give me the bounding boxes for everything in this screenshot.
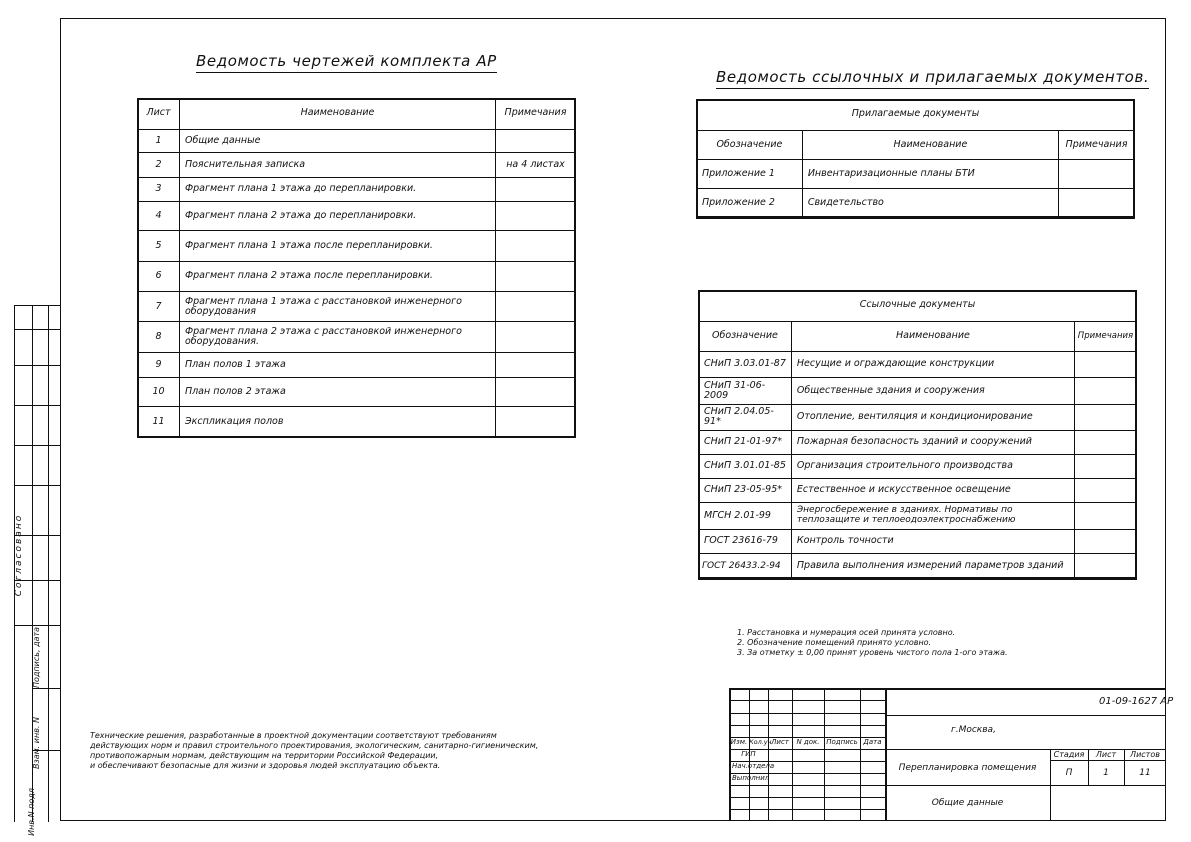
row-note — [496, 378, 576, 407]
statement-line: противопожарным нормам, действующим на территории Российской Федерации, — [90, 751, 439, 760]
row-note — [1075, 454, 1137, 478]
row-note — [1075, 351, 1137, 377]
row-note — [496, 177, 576, 201]
table-row — [699, 351, 1137, 377]
stage-value: П — [1065, 768, 1073, 778]
row-num: 7 — [138, 291, 180, 321]
agreed-label: Согласовано — [14, 513, 24, 597]
sheet-label: Лист — [1095, 750, 1117, 759]
row-note — [496, 231, 576, 261]
sheets-label: Листов — [1130, 750, 1160, 759]
table-row — [699, 502, 1137, 529]
col-header-qty: Кол.уч — [749, 738, 772, 746]
note-line: 2. Обозначение помещений принято условно. — [737, 638, 932, 647]
table-row — [699, 478, 1137, 502]
table-row — [138, 129, 576, 152]
col-header-note: Примечания — [1059, 130, 1135, 159]
table-row — [697, 159, 1135, 188]
col-header-date: Дата — [863, 738, 882, 746]
row-note — [496, 407, 576, 438]
col-header-signature: Подпись — [826, 738, 858, 746]
row-code: СНиП 3.03.01-87 — [699, 351, 792, 377]
row-code: СНиП 21-01-97* — [699, 430, 792, 454]
row-name: План полов 2 этажа — [179, 378, 495, 407]
role-department-head: Нач.отдела — [732, 762, 775, 770]
col-header-docnum: N док. — [796, 738, 820, 746]
row-name: Фрагмент плана 2 этажа до перепланировки. — [179, 201, 495, 230]
sheet-value: 1 — [1103, 768, 1109, 778]
col-header-note: Примечания — [496, 98, 576, 129]
row-num: 9 — [138, 352, 180, 377]
row-code: ГОСТ 23616-79 — [699, 529, 792, 553]
row-note: на 4 листах — [496, 153, 576, 177]
table-row — [138, 378, 576, 407]
row-note — [1075, 377, 1137, 404]
row-name: Экспликация полов — [179, 407, 495, 438]
col-header-sheet: Лист — [138, 98, 180, 129]
row-num: 2 — [138, 153, 180, 177]
row-num: 3 — [138, 177, 180, 201]
row-name: Фрагмент плана 1 этажа до перепланировки. — [179, 177, 495, 201]
row-num: 6 — [138, 261, 180, 291]
table-row — [138, 261, 576, 291]
row-note — [1059, 188, 1135, 218]
row-name: Общественные здания и сооружения — [791, 377, 1074, 404]
drawings-list-heading: Ведомость чертежей комплекта АР — [196, 52, 497, 73]
row-num: 10 — [138, 378, 180, 407]
row-code: Приложение 2 — [697, 188, 803, 218]
table-row — [699, 377, 1137, 404]
table-row — [138, 407, 576, 438]
row-code: СНиП 3.01.01-85 — [699, 454, 792, 478]
sheets-value: 11 — [1139, 768, 1151, 778]
table-row — [699, 529, 1137, 553]
references-title: Ссылочные документы — [699, 290, 1137, 321]
row-num: 4 — [138, 201, 180, 230]
table-row — [138, 322, 576, 352]
attached-title: Прилагаемые документы — [697, 99, 1135, 130]
row-note — [1059, 159, 1135, 188]
row-name: Инвентаризационные планы БТИ — [802, 159, 1058, 188]
note-line: 3. За отметку ± 0,00 принят уровень чистого пола 1-ого этажа. — [737, 648, 1008, 657]
row-note — [496, 322, 576, 352]
row-note — [1075, 478, 1137, 502]
references-table — [698, 290, 1137, 580]
col-header-code: Обозначение — [697, 130, 803, 159]
row-num: 5 — [138, 231, 180, 261]
documents-list-heading: Ведомость ссылочных и прилагаемых документов. — [716, 68, 1149, 89]
row-note — [496, 129, 576, 152]
col-header-sheet: Лист — [771, 738, 789, 746]
table-row — [138, 231, 576, 261]
row-code: Приложение 1 — [697, 159, 803, 188]
col-header-note: Примечания — [1075, 321, 1137, 351]
row-name: Фрагмент плана 1 этажа с расстановкой инженерного оборудования — [179, 291, 495, 321]
statement-line: Технические решения, разработанные в проектной документации соответствуют требованиям — [90, 731, 497, 740]
row-name: Правила выполнения измерений параметров зданий — [791, 553, 1074, 579]
row-note — [496, 261, 576, 291]
table-row — [699, 430, 1137, 454]
row-note — [496, 201, 576, 230]
row-code: СНиП 2.04.05-91* — [699, 404, 792, 430]
row-num: 11 — [138, 407, 180, 438]
row-num: 1 — [138, 129, 180, 152]
stage-label: Стадия — [1053, 750, 1085, 759]
row-name: Несущие и ограждающие конструкции — [791, 351, 1074, 377]
table-row — [138, 177, 576, 201]
row-name: Фрагмент плана 1 этажа после перепланировки. — [179, 231, 495, 261]
drawings-table — [137, 98, 576, 438]
row-note — [496, 352, 576, 377]
row-name: План полов 1 этажа — [179, 352, 495, 377]
table-row — [138, 201, 576, 230]
replaced-inv-label: Взам. инв. N — [32, 717, 41, 769]
row-name: Контроль точности — [791, 529, 1074, 553]
row-name: Фрагмент плана 2 этажа с расстановкой инженерного оборудования. — [179, 322, 495, 352]
statement-line: и обеспечивают безопасные для жизни и здоровья людей эксплуатацию объекта. — [90, 761, 441, 770]
general-notes — [737, 628, 1008, 658]
col-header-code: Обозначение — [699, 321, 792, 351]
row-name: Фрагмент плана 2 этажа после перепланировки. — [179, 261, 495, 291]
row-num: 8 — [138, 322, 180, 352]
row-note — [1075, 553, 1137, 579]
col-header-name: Наименование — [791, 321, 1074, 351]
col-header-name: Наименование — [179, 98, 495, 129]
role-chief-engineer: ГИП — [741, 750, 756, 758]
inv-orig-label: Инв.N подл — [27, 788, 36, 836]
row-name: Естественное и искусственное освещение — [791, 478, 1074, 502]
row-note — [1075, 430, 1137, 454]
row-code: ГОСТ 26433.2-94 — [699, 553, 792, 579]
table-row — [138, 291, 576, 321]
sign-date-label: Подпись, дата — [32, 626, 41, 688]
note-line: 1. Расстановка и нумерация осей принята условно. — [737, 628, 956, 637]
title-block — [729, 688, 1174, 821]
table-row — [699, 553, 1137, 579]
row-name: Свидетельство — [802, 188, 1058, 218]
sheet-title: Общие данные — [931, 798, 1004, 808]
role-performer: Выполнил — [732, 774, 770, 782]
row-code: СНиП 23-05-95* — [699, 478, 792, 502]
document-code: 01-09-1627 АР — [1099, 696, 1174, 707]
row-name: Общие данные — [179, 129, 495, 152]
row-note — [1075, 502, 1137, 529]
table-row — [138, 153, 576, 177]
row-note — [1075, 404, 1137, 430]
table-row — [138, 352, 576, 377]
col-header-change: Изм. — [730, 738, 748, 746]
statement-line: действующих норм и правил строительного проектирования, экологическим, санитарно-гигиеническим, — [90, 741, 539, 750]
city-label: г.Москва, — [951, 725, 996, 735]
row-name: Пожарная безопасность зданий и сооружений — [791, 430, 1074, 454]
table-row — [699, 454, 1137, 478]
row-code: СНиП 31-06-2009 — [699, 377, 792, 404]
col-header-name: Наименование — [802, 130, 1058, 159]
row-note — [1075, 529, 1137, 553]
row-code: МГСН 2.01-99 — [699, 502, 792, 529]
table-row — [699, 404, 1137, 430]
attached-table — [696, 99, 1135, 219]
table-row — [697, 188, 1135, 218]
row-name: Организация строительного производства — [791, 454, 1074, 478]
row-note — [496, 291, 576, 321]
project-title: Перепланировка помещения — [898, 763, 1037, 773]
row-name: Отопление, вентиляция и кондиционирование — [791, 404, 1074, 430]
row-name: Энергосбережение в зданиях. Нормативы по теплозащите и теплоеодоэлектроснабжению — [791, 502, 1074, 529]
row-name: Пояснительная записка — [179, 153, 495, 177]
technical-statement — [90, 731, 538, 771]
